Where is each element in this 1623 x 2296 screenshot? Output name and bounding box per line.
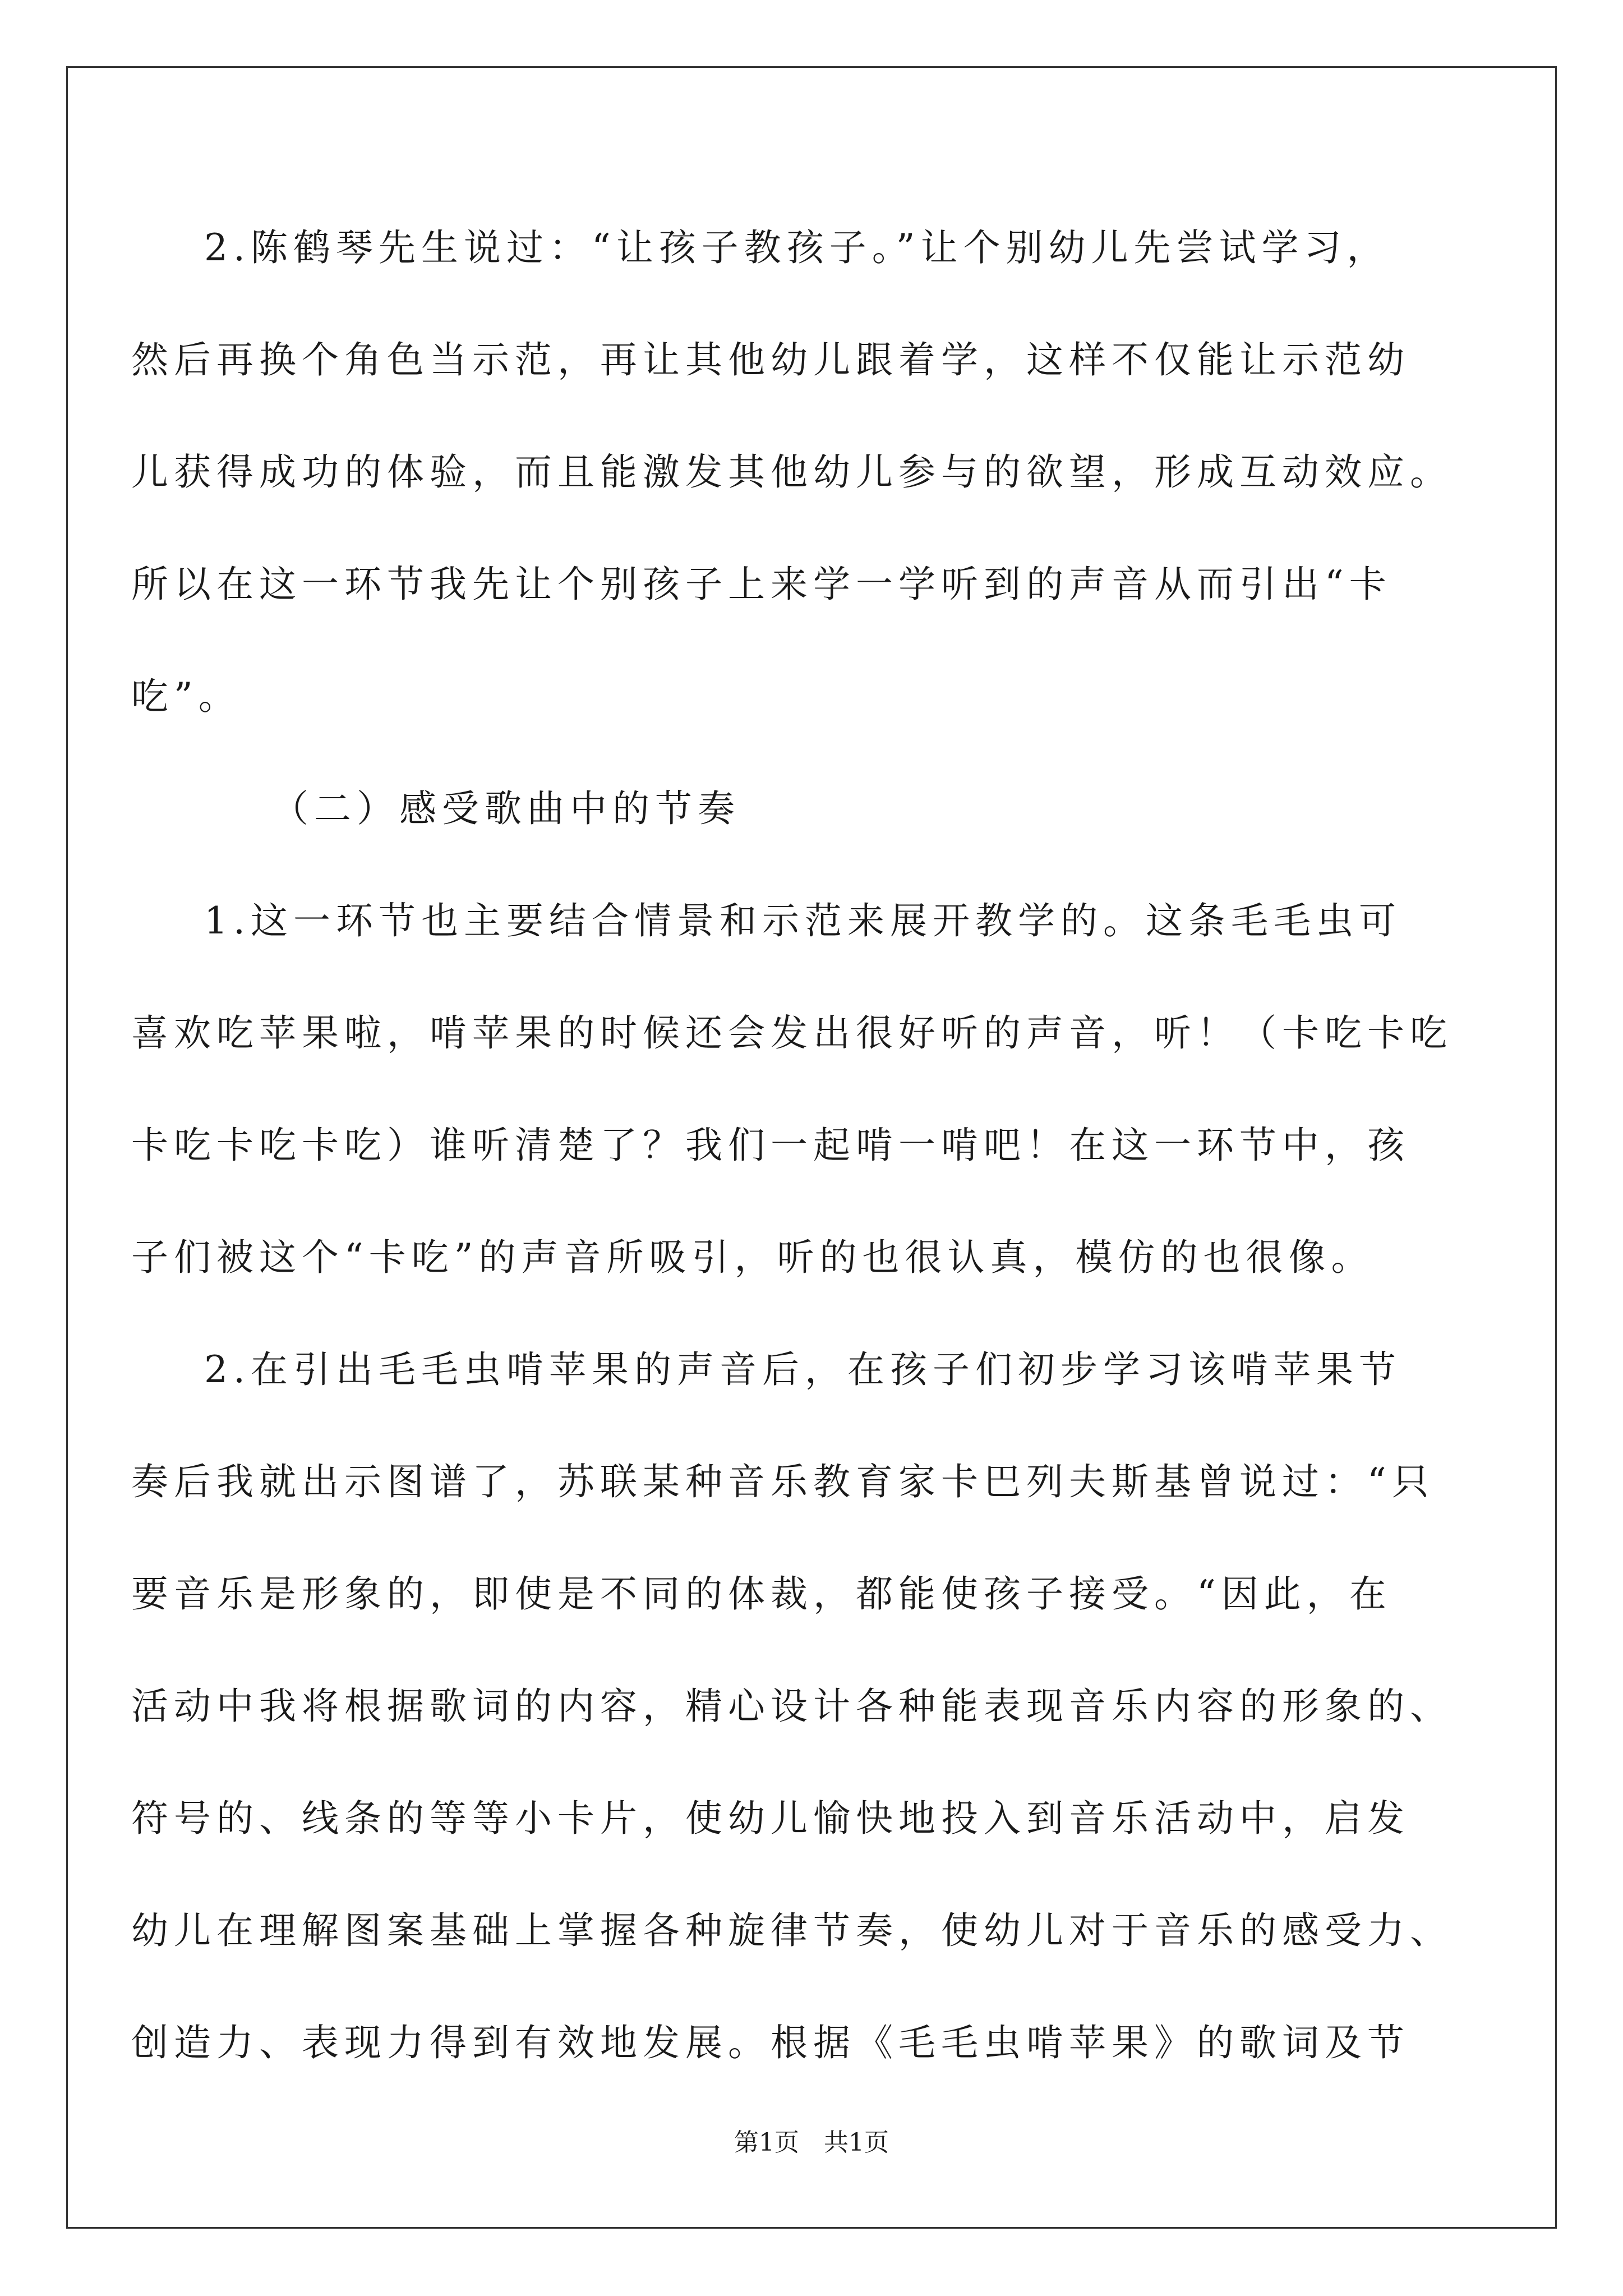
paragraph-2-line-1: 1.这一环节也主要结合情景和示范来展开教学的。这条毛毛虫可 [204, 899, 1401, 942]
paragraph-3-line-1: 2.在引出毛毛虫啃苹果的声音后，在孩子们初步学习该啃苹果节 [204, 1348, 1401, 1391]
paragraph-2-line-3: 卡吃卡吃卡吃）谁听清楚了？我们一起啃一啃吧！在这一环节中，孩 [131, 1124, 1410, 1167]
paragraph-3-line-5: 符号的、线条的等等小卡片，使幼儿愉快地投入到音乐活动中，启发 [131, 1797, 1410, 1840]
paragraph-3-line-3: 要音乐是形象的，即使是不同的体裁，都能使孩子接受。“因此，在 [131, 1572, 1392, 1616]
section-heading: （二）感受歌曲中的节奏 [271, 787, 740, 830]
paragraph-2-line-4: 子们被这个“卡吃”的声音所吸引，听的也很认真，模仿的也很像。 [131, 1236, 1374, 1279]
paragraph-2-line-2: 喜欢吃苹果啦，啃苹果的时候还会发出很好听的声音，听！（卡吃卡吃 [131, 1011, 1453, 1055]
paragraph-1-line-3: 儿获得成功的体验，而且能激发其他幼儿参与的欲望，形成互动效应。 [131, 450, 1453, 494]
paragraph-1-line-1: 2.陈鹤琴先生说过：“让孩子教孩子。”让个别幼儿先尝试学习， [204, 226, 1390, 269]
paragraph-1-line-2: 然后再换个角色当示范，再让其他幼儿跟着学，这样不仅能让示范幼 [131, 338, 1410, 381]
paragraph-3-line-2: 奏后我就出示图谱了，苏联某种音乐教育家卡巴列夫斯基曾说过：“只 [131, 1460, 1435, 1503]
page-footer: 第1页 共1页 [734, 2128, 889, 2157]
paragraph-1-line-4: 所以在这一环节我先让个别孩子上来学一学听到的声音从而引出“卡 [131, 563, 1392, 606]
paragraph-3-line-4: 活动中我将根据歌词的内容，精心设计各种能表现音乐内容的形象的、 [131, 1685, 1453, 1728]
paragraph-3-line-7: 创造力、表现力得到有效地发展。根据《毛毛虫啃苹果》的歌词及节 [131, 2021, 1410, 2064]
paragraph-3-line-6: 幼儿在理解图案基础上掌握各种旋律节奏，使幼儿对于音乐的感受力、 [131, 1909, 1453, 1952]
paragraph-1-line-5: 吃”。 [131, 675, 241, 718]
